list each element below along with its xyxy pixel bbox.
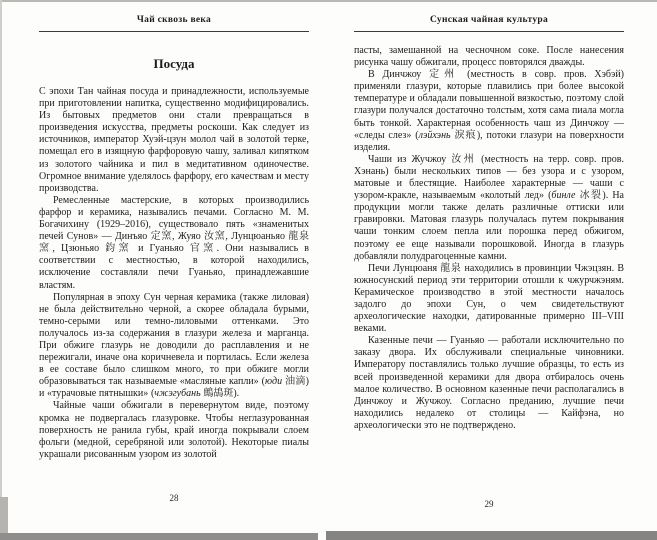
- paragraph: Чаши из Жучжоу 汝州 (местность на терр. совр. пров. Хэнань) были нескольких типов — без узора и с узором, матовые и блестящие. Наиболее характерные — чаши с узором-кракле, называемым «колотый лед» (бинле 冰裂). На продукции могли также делать различные оттиски или гравировки. Матовая глазурь получалась путем покрывания чаши тонким слоем пепла или порошка перед обжигом, поэтому ее еще называли порошковой. Иногда в глазурь добавляли полудрагоценные камни.: [354, 153, 624, 262]
- paragraph: пасты, замешанной на чесночном соке. После нанесения рисунка чашу обжигали, процесс повторялся дважды.: [354, 45, 624, 69]
- scan-edge-bottom-right: [326, 531, 657, 540]
- left-page: [39, 0, 309, 503]
- running-head-right: Сунская чайная культура: [429, 15, 549, 25]
- paragraph: В Динчжоу 定州 (местность в совр. пров. Хэбэй) применяли глазури, которые плавились при более высокой температуре и обладали повышенной вязкостью, поэтому слой глазури получался достаточно толстым, хотя сама пиала могла быть тонкой. Характерная особенность чаш из Динчжоу — «следы слез» (лэйхэнь 淚痕), потоки глазури на поверхности изделия.: [354, 69, 624, 153]
- page-number-left: 28: [169, 493, 179, 503]
- right-page: [354, 0, 624, 509]
- paragraph: Чайные чаши обжигали в перевернутом виде, поэтому кромка не подвергалась глазуровке. Чтобы неглазурованная поверхность не ранила губы, край иногда покрывали слоем фольги (медной, серебряной или золотой). Некоторые пиалы украшали рисованным узором из золотой: [39, 400, 309, 460]
- body-text-left: [39, 86, 309, 461]
- paragraph: Казенные печи — Гуаньяо — работали исключительно по заказу двора. Их обслуживали специальные чиновники. Императору поставлялись только лучшие образцы, то есть из всей произведенной керамики для двора отбиралось очень малое количество. В основном казенные печи располагались в Динчжоу и Жучжоу. Согласно преданию, лучшие печи находились недалеко от столицы — Кайфэна, но археологически это не подтверждено.: [354, 335, 624, 431]
- header-rule-left: [39, 31, 309, 32]
- scan-edge-left: [0, 0, 2, 540]
- paragraph: Популярная в эпоху Сун черная керамика (также лиловая) не была действительно черной, а скорее обладала бурыми, темно-серыми или темно-лиловыми оттенками. Это получалось из-за содержания в глазури железа и марганца. При обжиге глазурь не доводили до расплавления и не пережигали, иначе она коричневела и портилась. Если железа в ее составе было слишком много, то при обжиге могли образовываться так называемые «масляные капли» (юди 油滴) и «турачовые пятнышки» (чжэгубань 鷓鴣斑).: [39, 291, 309, 400]
- paragraph: С эпохи Тан чайная посуда и принадлежности, используемые при приготовлении напитка, существенно модифицировались. Из бытовых предметов они стали превращаться в произведения искусства, предметы роскоши. Как следует из источников, император Хуэй-цзун молол чай в золотой терке, помещал его в изящную фарфоровую чашу, заливал кипятком из золотого чайника и пил в медитативном одиночестве. Огромное внимание уделялось фарфору, его качествам и месту производства.: [39, 86, 309, 194]
- scan-edge-bottom-left: [0, 533, 318, 540]
- page-number-right: 29: [484, 499, 494, 509]
- chapter-title: Посуда: [153, 56, 195, 71]
- paragraph: Ремесленные мастерские, в которых производились фарфор и керамика, назывались печами. Согласно М. М. Богачихину (1929–2016), существовало пять «знаменитых печей Сунов» — Динъяо 定窯, Жуяо 汝窯, Лунцюаньяо 龍泉窯, Цзюньяо 鈞窯 и Гуаньяо 官窯. Они назывались в соответствии с местностью, в которой находились, исключение составляли печи Гуаньяо, принадлежавшие властям.: [39, 194, 309, 291]
- body-text-right: [354, 45, 624, 432]
- running-head-left: Чай сквозь века: [136, 15, 212, 25]
- paragraph: Печи Лунцюаня 龍泉 находились в провинции Чжэцзян. В южносунский период эти территории отошли к чжурчжэням. Керамическое производство в этой местности началось задолго до эпохи Сун, о чем свидетельствуют археологические находки, датированные примерно III–VIII веками.: [354, 262, 624, 335]
- header-rule-right: [354, 31, 624, 32]
